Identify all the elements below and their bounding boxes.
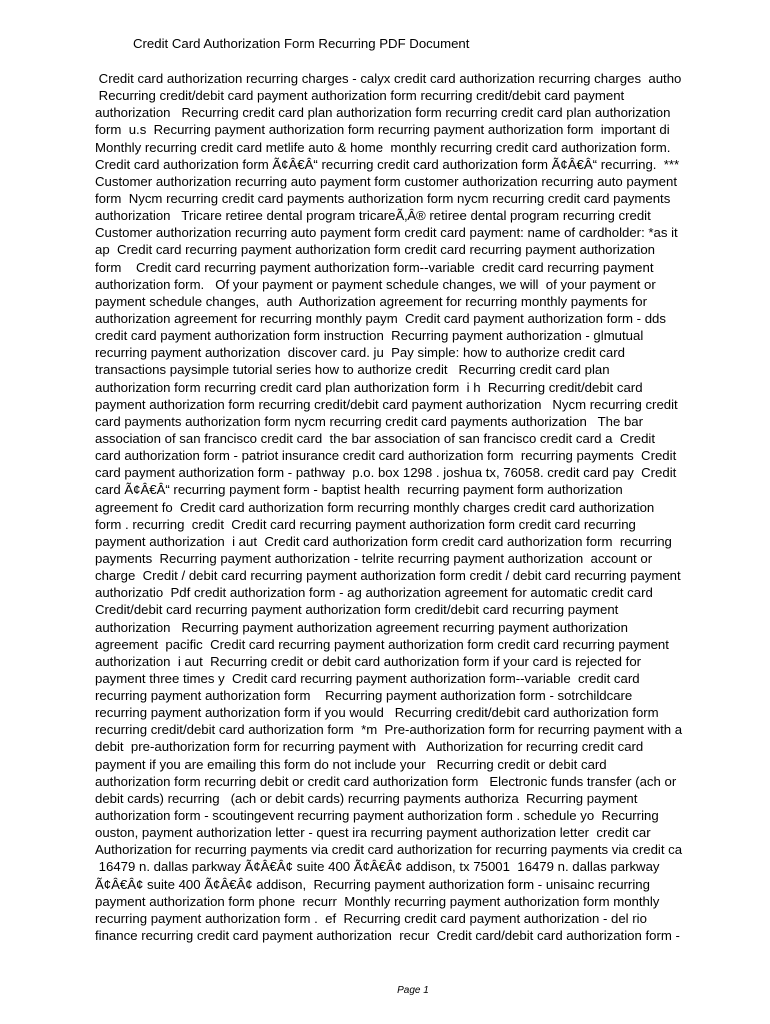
text-line: ap Credit card recurring payment authorization form credit card recurring payment authorization	[95, 242, 655, 258]
text-line: Credit card authorization recurring charges - calyx credit card authorization recurring charges autho	[95, 71, 682, 86]
text-line: authorization Recurring credit card plan authorization form recurring credit card plan authorization	[95, 105, 671, 121]
text-line: debit cards) recurring (ach or debit cards) recurring payments authoriza Recurring payment	[95, 790, 638, 806]
text-line: agreement pacific Credit card recurring payment authorization form credit card recurring payment	[95, 636, 669, 652]
text-line: authorization form recurring debit or credit card authorization form Electronic funds transfer (ach or	[95, 773, 677, 789]
text-line: payment authorization form recurring credit/debit card payment authorization Nycm recurring credit	[95, 396, 678, 412]
text-line: authorization Tricare retiree dental program tricareÃ‚Â® retiree dental program recurring credit	[95, 208, 651, 224]
text-line: Credit/debit card recurring payment authorization form credit/debit card recurring payment	[95, 602, 619, 618]
text-line: transactions paysimple tutorial series how to authorize credit Recurring credit card plan	[95, 362, 610, 378]
text-line: authorization agreement for recurring monthly paym Credit card payment authorization form - dds	[95, 310, 666, 326]
text-line: debit pre-authorization form for recurring payment with Authorization for recurring credit card	[95, 739, 644, 755]
document-body	[95, 70, 755, 944]
text-line: card payments authorization form nycm recurring credit card payments authorization The bar	[95, 413, 644, 429]
text-line: form u.s Recurring payment authorization form recurring payment authorization form important di	[95, 122, 670, 138]
text-line: Authorization for recurring payments via credit card authorization for recurring payments via credit ca	[95, 842, 683, 858]
text-line: card Ã¢Â€Â“ recurring payment form - baptist health recurring payment form authorization	[95, 482, 623, 498]
text-line: payment three times y Credit card recurring payment authorization form--variable credit card	[95, 670, 640, 686]
text-line: Recurring credit/debit card payment authorization form recurring credit/debit card payment	[95, 88, 625, 104]
text-line: authorization form - scoutingevent recurring payment authorization form . schedule yo Recurring	[95, 808, 659, 824]
text-line: authorization Recurring payment authorization agreement recurring payment authorization	[95, 619, 628, 635]
text-line: charge Credit / debit card recurring payment authorization form credit / debit card recurring payment	[95, 568, 681, 584]
text-line: Customer authorization recurring auto payment form credit card payment: name of cardholder: *as it	[95, 225, 678, 241]
text-line: card authorization form - patriot insurance credit card authorization form recurring payments Credit	[95, 448, 677, 464]
text-line: recurring payment authorization form Recurring payment authorization form - sotrchildcare	[95, 688, 633, 704]
text-line: payment authorization form phone recurr Monthly recurring payment authorization form monthly	[95, 893, 660, 909]
text-line: agreement fo Credit card authorization form recurring monthly charges credit card authorization	[95, 499, 655, 515]
text-line: credit card payment authorization form instruction Recurring payment authorization - glmutual	[95, 328, 644, 344]
text-line: Monthly recurring credit card metlife auto & home monthly recurring credit card authorization form.	[95, 139, 671, 155]
text-line: authorization form. Of your payment or payment schedule changes, we will of your payment or	[95, 276, 656, 292]
text-line: payments Recurring payment authorization - telrite recurring payment authorization account or	[95, 550, 653, 566]
text-line: recurring credit/debit card authorization form *m Pre-authorization form for recurring payment with a	[95, 722, 683, 738]
text-line: payment if you are emailing this form do not include your Recurring credit or debit card	[95, 756, 607, 772]
text-line: Customer authorization recurring auto payment form customer authorization recurring auto payment	[95, 173, 677, 189]
text-line: form . recurring credit Credit card recurring payment authorization form credit card recurring	[95, 516, 636, 532]
text-line: recurring payment authorization form if you would Recurring credit/debit card authorization form	[95, 705, 659, 721]
text-line: association of san francisco credit card the bar association of san francisco credit card a Credit	[95, 430, 656, 446]
text-line: authorizatio Pdf credit authorization form - ag authorization agreement for automatic credit card	[95, 585, 653, 601]
text-line: authorization i aut Recurring credit or debit card authorization form if your card is rejected for	[95, 653, 642, 669]
text-line: Credit card authorization form Ã¢Â€Â“ recurring credit card authorization form Ã¢Â€Â“ recurring. ***	[95, 156, 680, 172]
document-title: Credit Card Authorization Form Recurring PDF Document	[133, 36, 470, 51]
page-number: Page 1	[397, 985, 429, 996]
text-line: form Nycm recurring credit card payments authorization form nycm recurring credit card payments	[95, 190, 671, 206]
text-line: Ã¢Â€Â¢ suite 400 Ã¢Â€Â¢ addison, Recurring payment authorization form - unisainc recurring	[95, 876, 650, 892]
text-line: card payment authorization form - pathway p.o. box 1298 . joshua tx, 76058. credit card pay Credit	[95, 465, 677, 481]
text-line: authorization form recurring credit card plan authorization form i h Recurring credit/debit card	[95, 379, 643, 395]
text-line: ouston, payment authorization letter - quest ira recurring payment authorization letter credit car	[95, 825, 651, 841]
text-line: form Credit card recurring payment authorization form--variable credit card recurring payment	[95, 259, 654, 275]
text-line: recurring payment authorization discover card. ju Pay simple: how to authorize credit card	[95, 345, 625, 361]
text-line: finance recurring credit card payment authorization recur Credit card/debit card authorization form -	[95, 928, 680, 944]
text-line: recurring payment authorization form . ef Recurring credit card payment authorization - del rio	[95, 910, 647, 926]
text-line: payment authorization i aut Credit card authorization form credit card authorization form recurring	[95, 533, 672, 549]
text-line: 16479 n. dallas parkway Ã¢Â€Â¢ suite 400 Ã¢Â€Â¢ addison, tx 75001 16479 n. dallas parkway	[95, 859, 660, 875]
text-line: payment schedule changes, auth Authorization agreement for recurring monthly payments for	[95, 293, 647, 309]
